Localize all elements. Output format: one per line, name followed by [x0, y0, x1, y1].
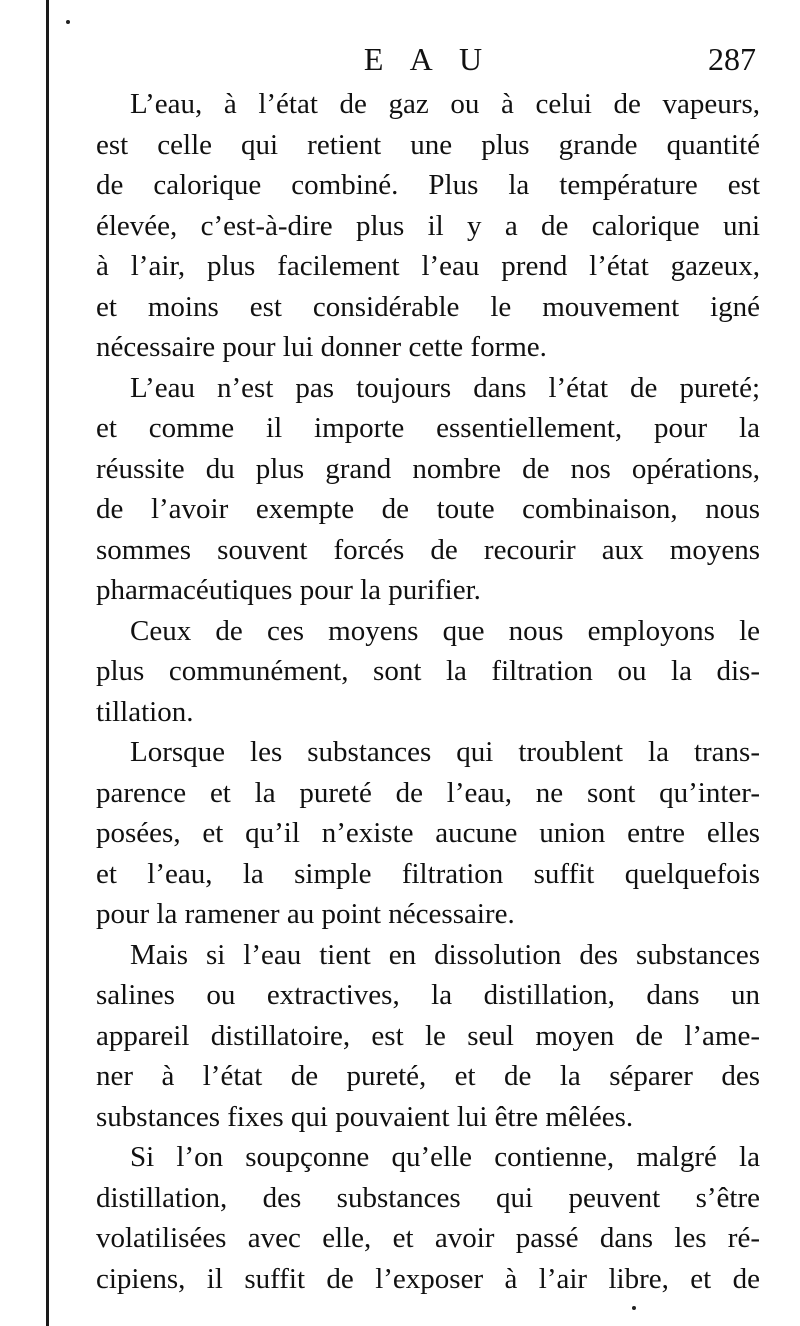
body-text	[96, 84, 760, 1299]
text-line: élevée, c’est-à-dire plus il y a de calorique uni	[96, 209, 760, 242]
text-line: de l’avoir exempte de toute combinaison, nous	[96, 493, 760, 525]
text-line: appareil distillatoire, est le seul moyen de l’ame-	[96, 1019, 760, 1052]
text-line: de calorique combiné. Plus la température est	[96, 169, 760, 201]
text-line: pour la ramener au point nécessaire.	[96, 898, 515, 930]
text-line: cipiens, il suffit de l’exposer à l’air libre, et de	[96, 1262, 760, 1295]
text-line: et l’eau, la simple filtration suffit quelquefois	[96, 857, 760, 890]
text-line: parence et la pureté de l’eau, ne sont qu’inter-	[96, 776, 760, 809]
text-line: Lorsque les substances qui troublent la trans-	[130, 736, 760, 768]
text-line: substances fixes qui pouvaient lui être mêlées.	[96, 1100, 634, 1133]
ink-speck	[632, 1306, 636, 1310]
paragraph	[96, 1137, 760, 1299]
paragraph	[96, 732, 760, 935]
text-line: réussite du plus grand nombre de nos opérations,	[96, 452, 760, 485]
text-line: ner à l’état de pureté, et de la séparer des	[96, 1060, 760, 1092]
text-line: pharmacéutiques pour la purifier.	[96, 574, 481, 606]
text-line: Ceux de ces moyens que nous employons le	[130, 614, 760, 647]
paragraph	[96, 368, 760, 611]
ink-speck	[66, 20, 70, 24]
text-line: distillation, des substances qui peuvent s’être	[96, 1181, 760, 1214]
text-line: Si l’on soupçonne qu’elle contienne, malgré la	[130, 1141, 760, 1173]
text-line: L’eau n’est pas toujours dans l’état de pureté;	[130, 371, 760, 404]
paragraph	[96, 84, 760, 368]
text-line: L’eau, à l’état de gaz ou à celui de vapeurs,	[130, 88, 760, 120]
text-line: salines ou extractives, la distillation, dans un	[96, 979, 760, 1011]
text-line: tillation.	[96, 695, 194, 728]
text-line: volatilisées avec elle, et avoir passé dans les ré-	[96, 1222, 760, 1254]
text-line: sommes souvent forcés de recourir aux moyens	[96, 533, 760, 566]
running-head	[96, 36, 760, 82]
binding-edge-rule	[46, 0, 49, 1326]
paragraph	[96, 611, 760, 733]
text-line: est celle qui retient une plus grande quantité	[96, 128, 760, 161]
text-line: plus communément, sont la filtration ou la dis-	[96, 655, 760, 687]
paragraph	[96, 935, 760, 1138]
text-line: et moins est considérable le mouvement igné	[96, 290, 760, 323]
text-line: posées, et qu’il n’existe aucune union entre elles	[96, 817, 760, 849]
text-line: à l’air, plus facilement l’eau prend l’état gazeux,	[96, 250, 760, 282]
text-line: nécessaire pour lui donner cette forme.	[96, 331, 547, 363]
page-number: 287	[708, 41, 756, 77]
text-line: et comme il importe essentiellement, pour la	[96, 412, 760, 444]
running-head-title: E A U	[363, 41, 493, 77]
text-line: Mais si l’eau tient en dissolution des substances	[130, 938, 760, 971]
